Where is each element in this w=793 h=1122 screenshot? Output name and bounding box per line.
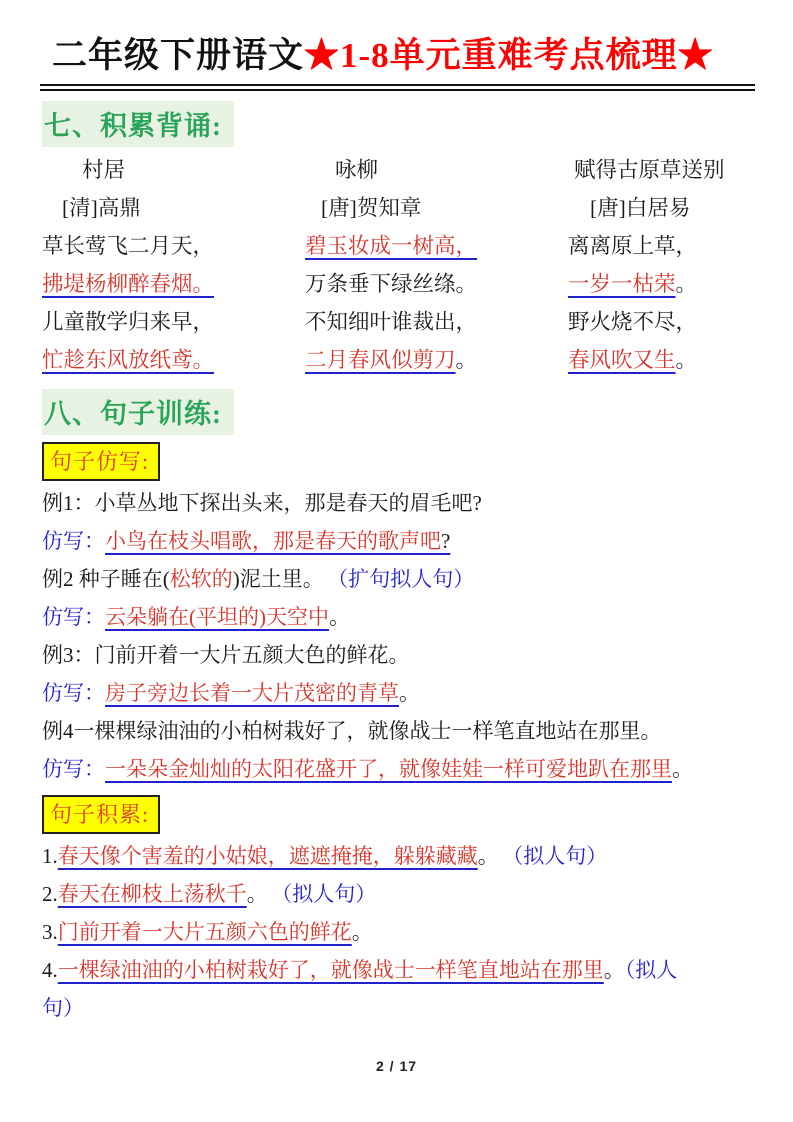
accumulate-line-3: 3.门前开着一大片五颜六色的鲜花。 — [42, 920, 373, 944]
mimic-answer-line-2: 仿写：云朵躺在(平坦的)天空中。 — [42, 605, 350, 629]
poem-author: [清]高鼎 — [62, 196, 141, 220]
poem-column-yongliu — [305, 151, 568, 379]
poem-line: 忙趁东风放纸鸢。 — [42, 348, 215, 372]
mimic-answer-line-1: 仿写：小鸟在枝头唱歌，那是春天的歌声吧? — [42, 529, 451, 553]
poem-title: 村居 — [82, 158, 126, 182]
mimic-lines — [42, 484, 793, 788]
label-sentence-mimic: 句子仿写: — [42, 442, 160, 481]
mimic-answer-line-4: 仿写：一朵朵金灿灿的太阳花盛开了，就像娃娃一样可爱地趴在那里。 — [42, 757, 693, 781]
page-title — [52, 28, 755, 78]
poem-line: 一岁一枯荣。 — [568, 272, 698, 296]
accumulate-lines — [42, 837, 793, 1027]
poem-line: 草长莺飞二月天， — [42, 234, 215, 258]
poem-author: [唐]贺知章 — [321, 196, 422, 220]
example-line-1: 例1：小草丛地下探出头来，那是春天的眉毛吧? — [42, 491, 482, 515]
page-number: 2 / 17 — [375, 1058, 418, 1074]
accumulate-line-2: 2.春天在柳枝上荡秋千。 （拟人句） — [42, 882, 377, 906]
page-title-highlight: ★1-8单元重难考点梳理★ — [304, 36, 714, 75]
poem-line: 野火烧不尽， — [568, 310, 698, 334]
page-title-main: 二年级下册语文 — [52, 36, 305, 75]
accumulate-line-1: 1.春天像个害羞的小姑娘，遮遮掩掩，躲躲藏藏。 （拟人句） — [42, 844, 608, 868]
poem-title: 咏柳 — [335, 158, 379, 182]
poem-line: 不知细叶谁裁出， — [305, 310, 478, 334]
poem-author: [唐]白居易 — [590, 196, 691, 220]
accumulate-line-4: 4.一棵绿油油的小柏树栽好了，就像战士一样笔直地站在那里。（拟人 — [42, 958, 678, 982]
poem-column-cunju — [42, 151, 305, 379]
example-line-4: 例4一棵棵绿油油的小柏树栽好了，就像战士一样笔直地站在那里。 — [42, 719, 662, 743]
poem-column-fudegu — [568, 151, 793, 379]
poem-table — [42, 151, 793, 379]
poem-line: 拂堤杨柳醉春烟。 — [42, 272, 215, 296]
section-heading-recite: 七、积累背诵: — [42, 101, 234, 147]
poem-title: 赋得古原草送别 — [574, 158, 725, 182]
poem-line: 春风吹又生。 — [568, 348, 698, 372]
poem-line: 万条垂下绿丝绦。 — [305, 272, 478, 296]
section-heading-sentence-training: 八、句子训练: — [42, 389, 234, 435]
example-line-2: 例2 种子睡在(松软的)泥土里。 （扩句拟人句） — [42, 567, 475, 591]
title-divider — [40, 84, 755, 91]
poem-line: 离离原上草， — [568, 234, 698, 258]
accumulate-line-4-wrap: 句） — [42, 996, 84, 1020]
mimic-answer-line-3: 仿写：房子旁边长着一大片茂密的青草。 — [42, 681, 420, 705]
poem-line: 碧玉妆成一树高， — [305, 234, 478, 258]
label-sentence-accumulate: 句子积累: — [42, 795, 160, 834]
poem-line: 儿童散学归来早， — [42, 310, 215, 334]
poem-line: 二月春风似剪刀。 — [305, 348, 478, 372]
example-line-3: 例3：门前开着一大片五颜大色的鲜花。 — [42, 643, 410, 667]
